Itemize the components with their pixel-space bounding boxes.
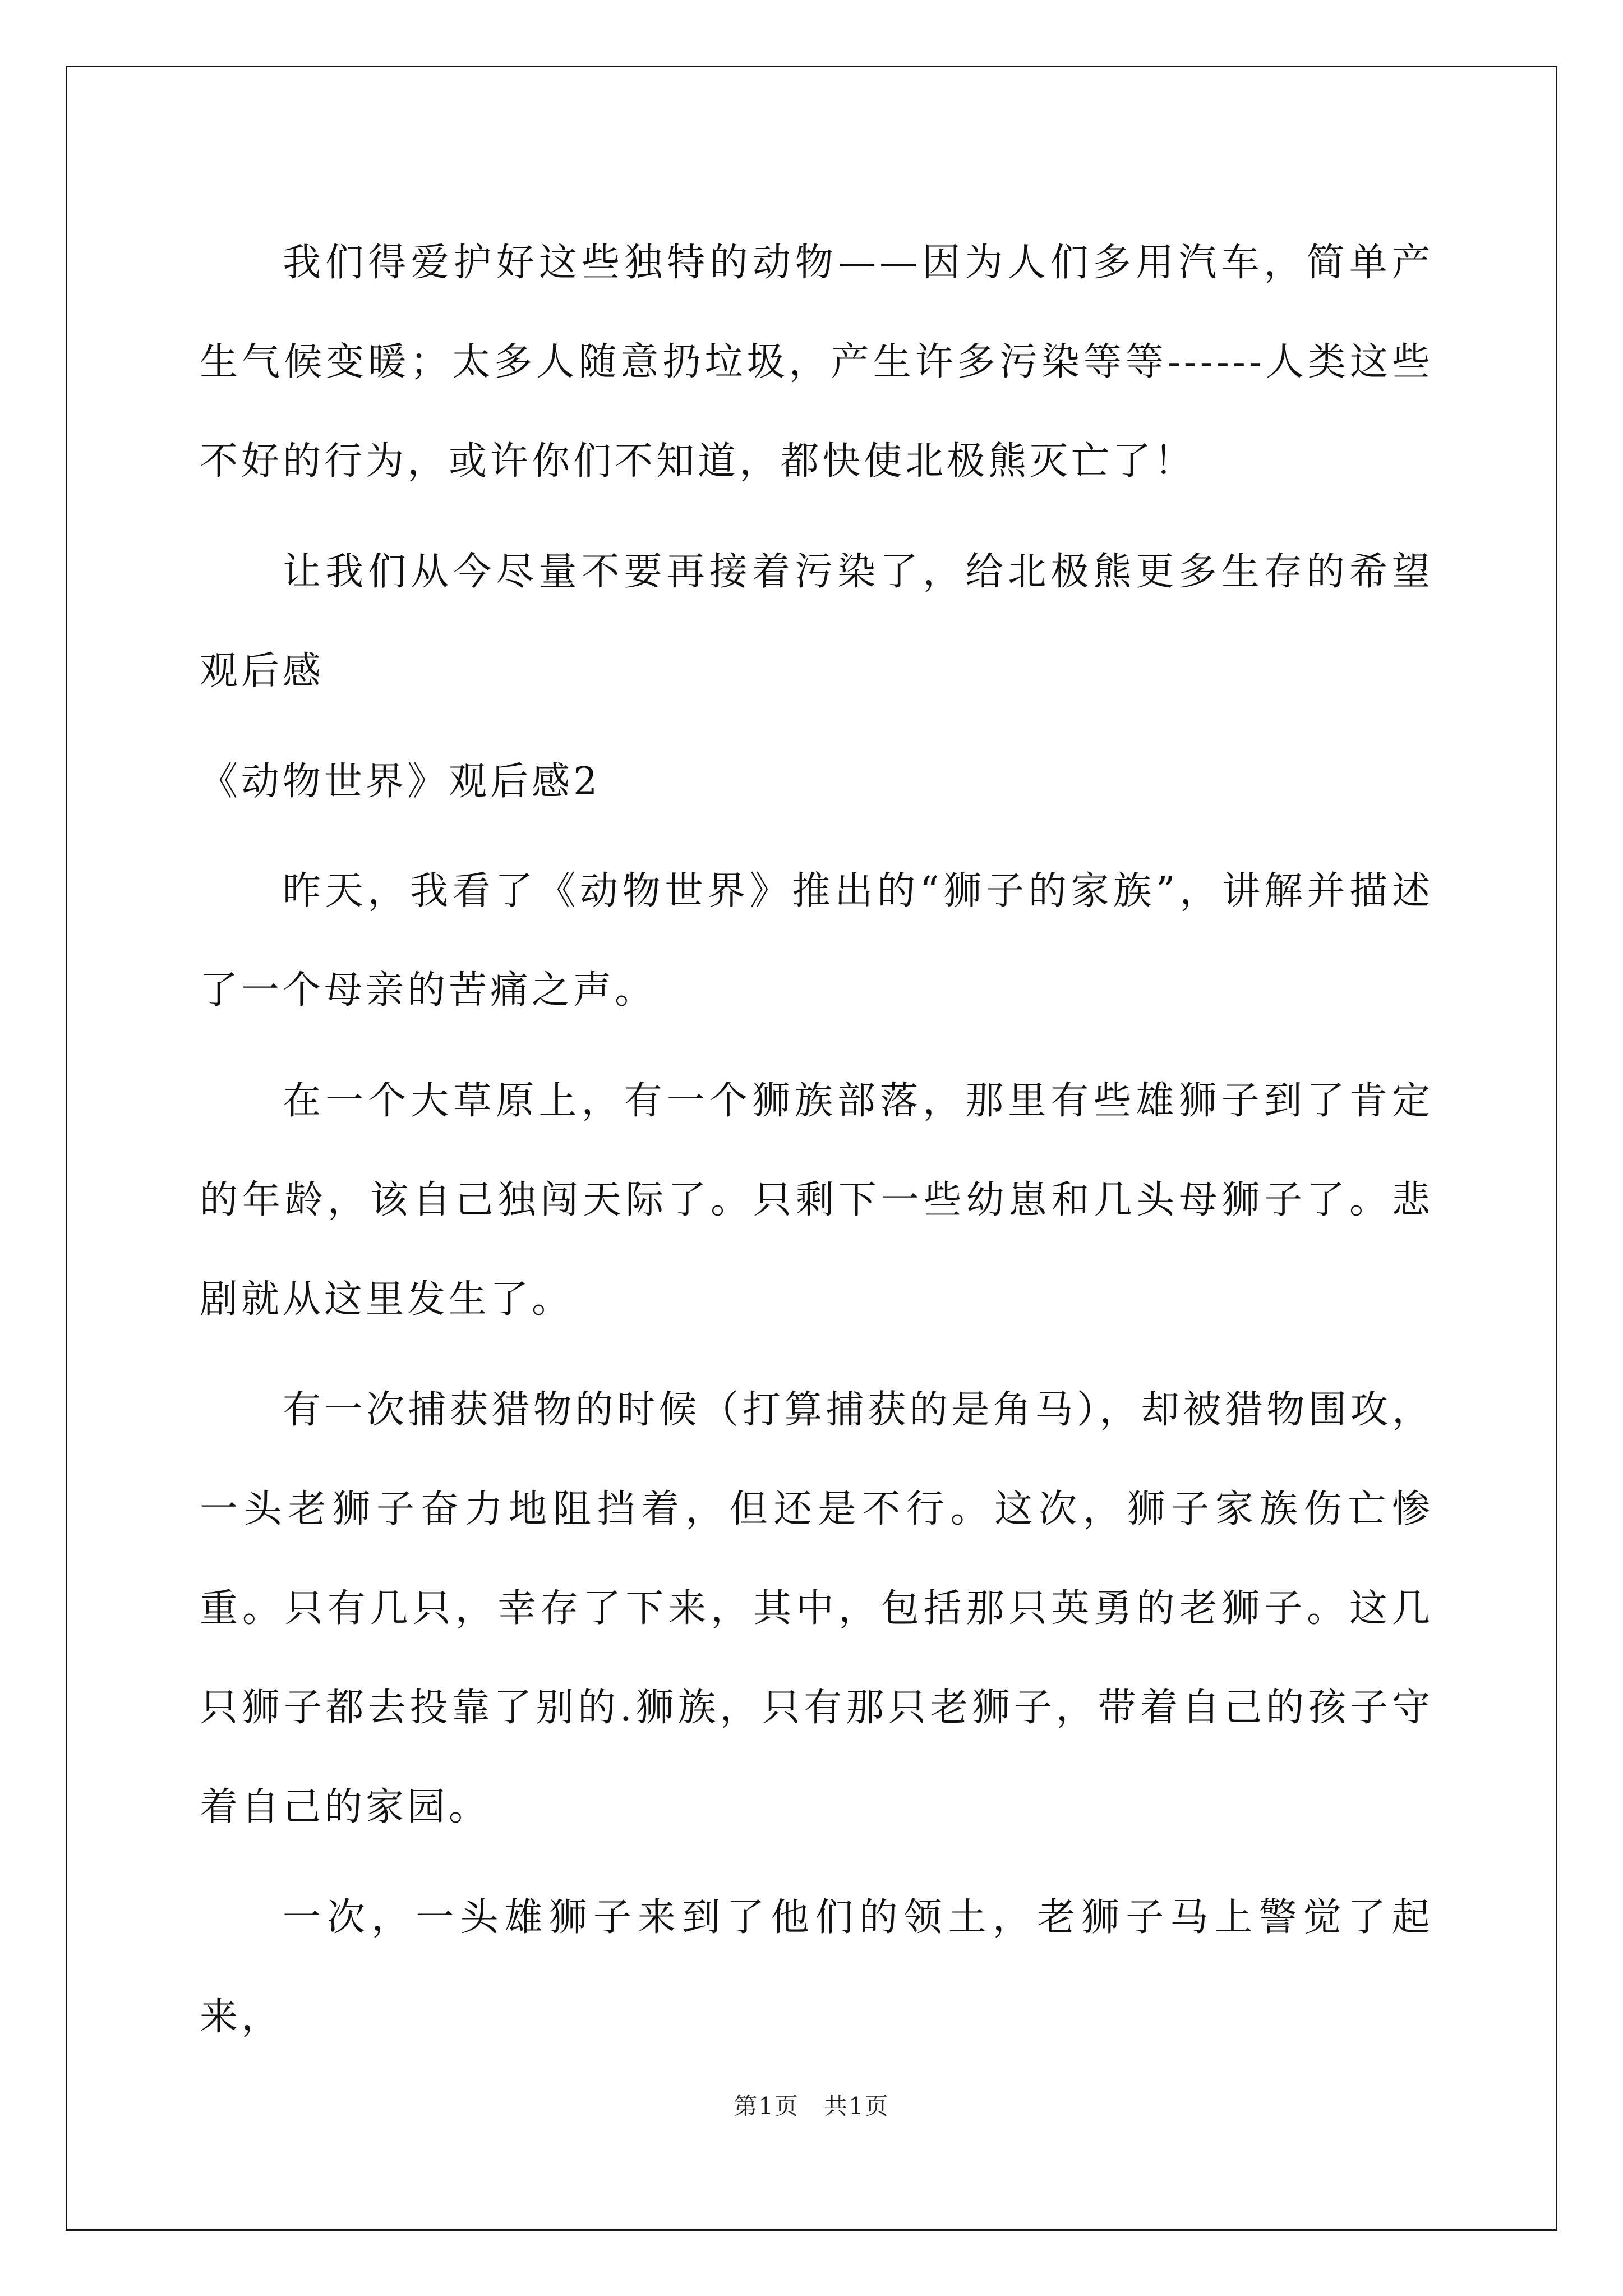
paragraph: 一次，一头雄狮子来到了他们的领土，老狮子马上警觉了起来， (200, 1895, 1433, 2039)
paragraph: 昨天，我看了《动物世界》推出的“狮子的家族”，讲解并描述了一个母亲的苦痛之声。 (200, 869, 1433, 1013)
page-number: 第1页 共1页 (734, 2092, 889, 2120)
paragraph: 我们得爱护好这些独特的动物——因为人们多用汽车，简单产生气候变暖；太多人随意扔垃圾，产生许多污染等等------人类这些不好的行为，或许你们不知道，都快使北极熊灭亡了！ (200, 241, 1433, 484)
paragraph: 让我们从今尽量不要再接着污染了，给北极熊更多生存的希望观后感 (200, 550, 1433, 693)
document-body (200, 213, 1433, 2078)
paragraph: 有一次捕获猎物的时候（打算捕获的是角马），却被猎物围攻，一头老狮子奋力地阻挡着，但还是不行。这次，狮子家族伤亡惨重。只有几只，幸存了下来，其中，包括那只英勇的老狮子。这几只狮子都去投靠了别的.狮族，只有那只老狮子，带着自己的孩子守着自己的家园。 (200, 1388, 1433, 1829)
section-title: 《动物世界》观后感2 (200, 760, 601, 804)
paragraph: 在一个大草原上，有一个狮族部落，那里有些雄狮子到了肯定的年龄，该自己独闯天际了。只剩下一些幼崽和几头母狮子了。悲剧就从这里发生了。 (200, 1079, 1433, 1322)
